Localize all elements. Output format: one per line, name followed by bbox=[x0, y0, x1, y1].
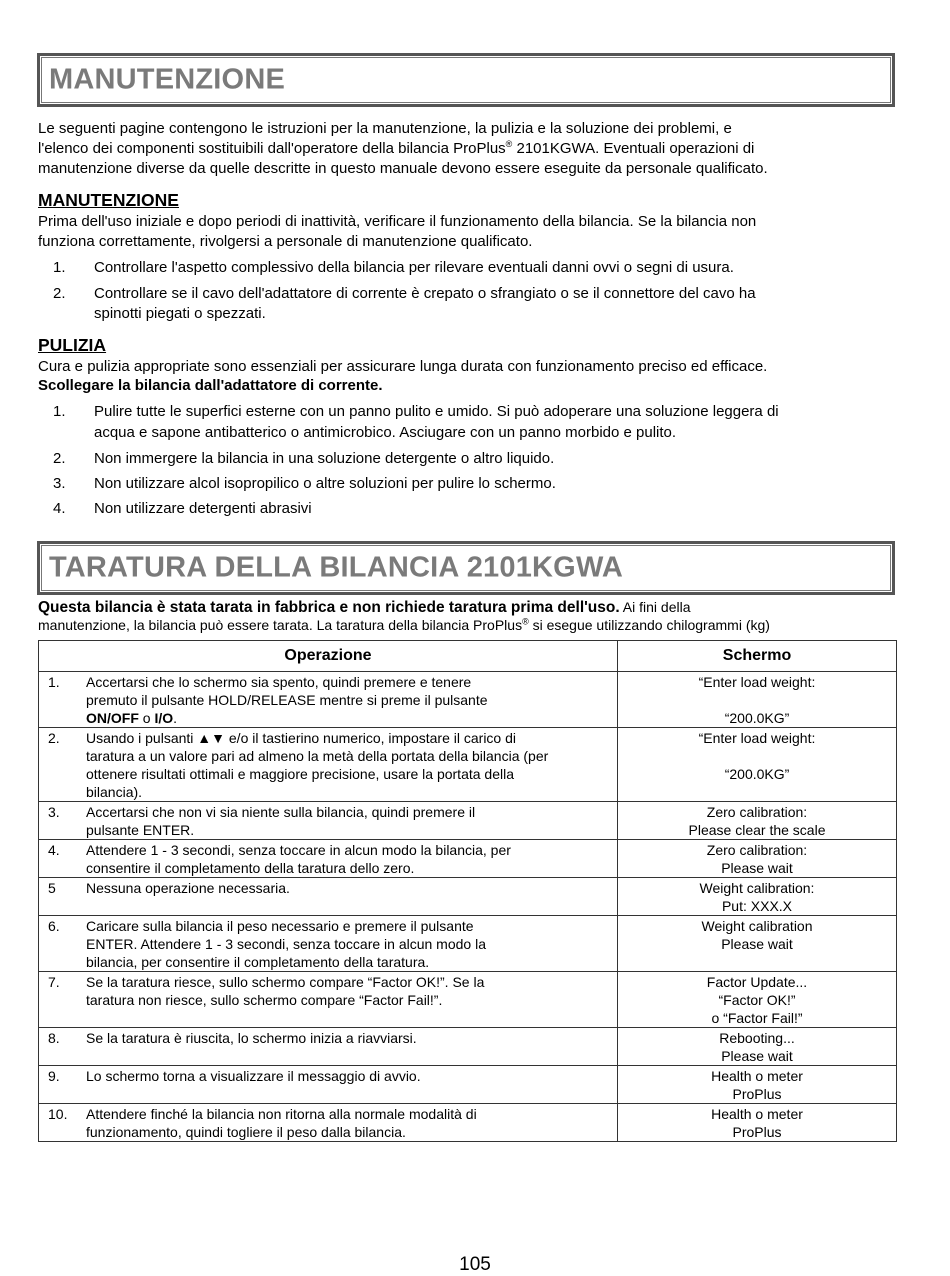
step-text: Se la taratura riesce, sullo schermo compare “Factor OK!”. Se la taratura non riesce, sullo schermo compare “Factor Fail!”. bbox=[86, 974, 485, 1008]
step-number: 4. bbox=[48, 842, 60, 858]
step-text: Attendere 1 - 3 secondi, senza toccare in alcun modo la bilancia, per consentire il completamento della taratura dello zero. bbox=[86, 842, 511, 876]
table-row bbox=[39, 840, 897, 878]
step-text: Caricare sulla bilancia il peso necessario e premere il pulsante ENTER. Attendere 1 - 3 secondi, senza toccare in alcun modo la bilancia, per consentire il completamento della taratura. bbox=[86, 918, 486, 970]
step-text: Attendere finché la bilancia non ritorna alla normale modalità di funzionamento, quindi togliere il peso dalla bilancia. bbox=[86, 1106, 477, 1140]
step-number: 8. bbox=[48, 1030, 60, 1046]
step-number: 6. bbox=[48, 918, 60, 934]
table-row bbox=[39, 972, 897, 1028]
operation-cell bbox=[39, 878, 618, 916]
column-header-operation: Operazione bbox=[39, 641, 618, 672]
step-number: 5 bbox=[48, 880, 56, 896]
registered-mark: ® bbox=[505, 139, 513, 149]
operation-cell bbox=[39, 672, 618, 728]
operation-cell bbox=[39, 802, 618, 840]
cleaning-heading: PULIZIA bbox=[38, 335, 107, 355]
cleaning-bold-line: Scollegare la bilancia dall'adattatore di corrente. bbox=[38, 377, 383, 394]
display-message-cell: Health o meter ProPlus bbox=[618, 1104, 897, 1142]
operation-cell bbox=[39, 1066, 618, 1104]
section-title-box-calibration bbox=[37, 541, 895, 595]
page-number: 105 bbox=[459, 1254, 491, 1275]
step-text: Lo schermo torna a visualizzare il messaggio di avvio. bbox=[86, 1068, 421, 1084]
intro-line-1: Le seguenti pagine contengono le istruzioni per la manutenzione, la pulizia e la soluzione dei problemi, e bbox=[38, 120, 732, 137]
step-text: Usando i pulsanti ▲▼ e/o il tastierino numerico, impostare il carico di taratura a un valore pari ad almeno la metà della portata della bilancia (per ottenere risultati ottimali e maggiore precisione, usare la portata della bilancia). bbox=[86, 730, 549, 800]
calibration-table bbox=[38, 640, 897, 1142]
operation-cell bbox=[39, 972, 618, 1028]
display-message-cell: Weight calibration Please wait bbox=[618, 916, 897, 972]
step-number: 7. bbox=[48, 974, 60, 990]
operation-cell bbox=[39, 916, 618, 972]
step-number: 9. bbox=[48, 1068, 60, 1084]
display-message-cell: Health o meter ProPlus bbox=[618, 1066, 897, 1104]
calibration-intro-line-1: Questa bilancia è stata tarata in fabbrica e non richiede taratura prima dell'uso. Ai fini della bbox=[38, 599, 691, 616]
step-text: Se la taratura è riuscita, lo schermo inizia a riavviarsi. bbox=[86, 1030, 417, 1046]
section-title-box-maintenance bbox=[37, 53, 895, 107]
display-message-cell: Weight calibration: Put: XXX.X bbox=[618, 878, 897, 916]
step-text: Accertarsi che lo schermo sia spento, quindi premere e tenere premuto il pulsante HOLD/RELEASE mentre si preme il pulsante ON/OFF o I/O. bbox=[86, 674, 488, 726]
display-message-cell: Zero calibration: Please clear the scale bbox=[618, 802, 897, 840]
display-message-cell: Rebooting... Please wait bbox=[618, 1028, 897, 1066]
operation-cell bbox=[39, 840, 618, 878]
table-row bbox=[39, 1028, 897, 1066]
column-header-display: Schermo bbox=[618, 641, 897, 672]
table-row bbox=[39, 672, 897, 728]
maintenance-heading: MANUTENZIONE bbox=[38, 190, 179, 210]
step-text: Accertarsi che non vi sia niente sulla bilancia, quindi premere il pulsante ENTER. bbox=[86, 804, 476, 838]
operation-cell bbox=[39, 728, 618, 802]
display-message-cell: “Enter load weight: “200.0KG” bbox=[618, 672, 897, 728]
operation-cell bbox=[39, 1104, 618, 1142]
table-row bbox=[39, 1104, 897, 1142]
step-number: 1. bbox=[48, 674, 60, 690]
registered-mark: ® bbox=[522, 616, 529, 627]
intro-line-2: l'elenco dei componenti sostituibili dall'operatore della bilancia ProPlus® 2101KGWA. Eventuali operazioni di bbox=[38, 139, 755, 157]
table-row bbox=[39, 878, 897, 916]
step-number: 2. bbox=[48, 730, 60, 746]
section-title: TARATURA DELLA BILANCIA 2101KGWA bbox=[49, 551, 624, 584]
calibration-intro-line-2: manutenzione, la bilancia può essere tarata. La taratura della bilancia ProPlus® si esegue utilizzando chilogrammi (kg) bbox=[38, 616, 770, 633]
operation-cell bbox=[39, 1028, 618, 1066]
manual-page: MANUTENZIONE Le seguenti pagine contengono le istruzioni per la manutenzione, la pulizia e la soluzione dei problemi, e l'elenco dei componenti sostituibili dall'operatore della bilancia ProPlus® 2101KGWA. Eventuali operazioni di manutenzione diverse da quelle descritte in questo manuale devono essere eseguite da personale qualificato. MANUTENZIONE Prima dell'uso iniziale e dopo periodi di inattività, verificare il funzionamento della bilancia. Se la bilancia non funziona correttamente, rivolgersi a personale di manutenzione qualificato. 1. Controllare l'aspetto complessivo della bilancia per rilevare eventuali danni ovvi o segni di usura. 2. Controllare se il cavo dell'adattatore di corrente è crepato o sfrangiato o se il connettore del cavo ha spinotti piegati o spezzati. PULIZIA Cura e pulizia appropriate sono essenziali per assicurare lunga durata con funzionamento preciso ed efficace. Scollegare la bilancia dall'adattatore di corrente. 1. Pulire tutte le superfici esterne con un panno pulito e umido. Si può adoperare una soluzione leggera di acqua e sapone antibatterico o antimicrobico. Asciugare con un panno morbido e pulito. 2. Non immergere la bilancia in una soluzione detergente o altro liquido. 3. Non utilizzare alcol isopropilico o altre soluzioni per pulire lo schermo. 4. Non utilizzare detergenti abrasivi TARATURA DELLA BILANCIA 2101KGWA Questa bilancia è stata tarata in fabbrica e non richiede taratura prima dell'uso. Ai fini della manutenzione, la bilancia può essere tarata. La taratura della bilancia ProPlus® si esegue utilizzando chilogrammi (kg) Operazione Schermo 1. Accertarsi che lo schermo sia spento, quindi premere e tenere premuto il pulsante HOLD/RELEASE mentre si preme il pulsante ON/OFF o I/O. “Enter load weight: “200.0KG” 2. Usando i pulsanti ▲▼ e/o il tastierino numerico, impostare il carico di taratura a un valore pari ad almeno la metà della portata della bilancia (per ottenere risultati ottimali e maggiore precisione, usare la portata della bilancia). “Enter load weight: “200.0KG” 3. Accertarsi che non vi sia niente sulla bilancia, quindi premere il pulsante ENTER. Zero calibration: Please clear the scale 4. Attendere 1 - 3 secondi, senza toccare in alcun modo la bilancia, per consentire il completamento della taratura dello zero. Zero calibration: Please wait 5 Nessuna operazione necessaria. Weight calibration: Put: XXX.X 6. Caricare sulla bilancia il peso necessario e premere il pulsante ENTER. Attendere 1 - 3 secondi, senza toccare in alcun modo la bilancia, per consentire il completamento della taratura. Weight calibration Please wait 7. Se la taratura riesce, sullo schermo compare “Factor OK!”. Se la taratura non riesce, sullo schermo compare “Factor Fail!”. Factor Update... “Factor OK!” o “Factor Fail!” 8. Se la taratura è riuscita, lo schermo inizia a riavviarsi. Rebooting... Please wait 9. Lo schermo torna a visualizzare il messaggio di avvio. Health o meter ProPlus 10. Attendere finché la bilancia non ritorna alla normale modalità di funzionamento, quindi togliere il peso dalla bilancia. Health o meter ProPlus 105 bbox=[0, 0, 950, 1273]
table-header-row bbox=[39, 641, 897, 672]
display-message-cell: Factor Update... “Factor OK!” o “Factor Fail!” bbox=[618, 972, 897, 1028]
step-text: Nessuna operazione necessaria. bbox=[86, 880, 290, 896]
intro-line-3: manutenzione diverse da quelle descritte in questo manuale devono essere eseguite da personale qualificato. bbox=[38, 160, 768, 177]
table-row bbox=[39, 916, 897, 972]
step-number: 3. bbox=[48, 804, 60, 820]
table-row bbox=[39, 728, 897, 802]
display-message-cell: “Enter load weight: “200.0KG” bbox=[618, 728, 897, 802]
section-title: MANUTENZIONE bbox=[49, 63, 286, 96]
table-row bbox=[39, 802, 897, 840]
maintenance-line-2: funziona correttamente, rivolgersi a personale di manutenzione qualificato. bbox=[38, 233, 533, 250]
display-message-cell: Zero calibration: Please wait bbox=[618, 840, 897, 878]
maintenance-line-1: Prima dell'uso iniziale e dopo periodi di inattività, verificare il funzionamento della bilancia. Se la bilancia non bbox=[38, 213, 757, 230]
step-number: 10. bbox=[48, 1106, 68, 1122]
cleaning-line: Cura e pulizia appropriate sono essenziali per assicurare lunga durata con funzionamento preciso ed efficace. bbox=[38, 358, 768, 375]
table-row bbox=[39, 1066, 897, 1104]
